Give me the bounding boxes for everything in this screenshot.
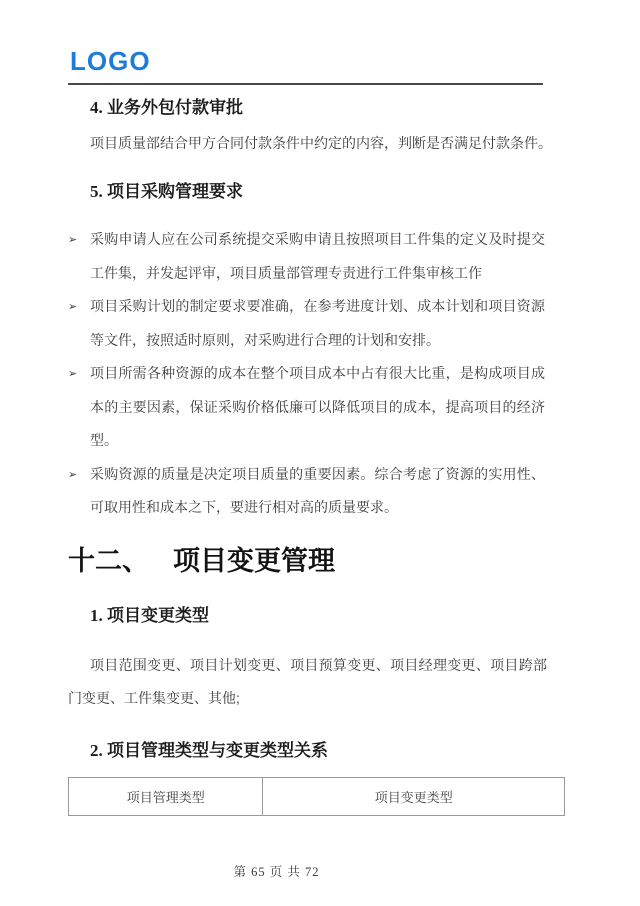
- bullet-text: 项目采购计划的制定要求要准确，在参考进度计划、成本计划和项目资源等文件，按照适时原则，对采购进行合理的计划和安排。: [90, 298, 545, 348]
- list-item: [68, 223, 545, 290]
- header-divider: [68, 83, 543, 85]
- chapter-title: 项目变更管理: [173, 545, 335, 576]
- heading-type-relation: 2. 项目管理类型与变更类型关系: [90, 740, 328, 760]
- heading-payment-approval: 4. 业务外包付款审批: [90, 98, 243, 117]
- bullet-text: 项目所需各种资源的成本在整个项目成本中占有很大比重，是构成项目成本的主要因素，保证采购价格低廉可以降低项目的成本，提高项目的经济型。: [90, 365, 545, 448]
- chapter-heading-change-management: [68, 543, 565, 579]
- page-number-footer: 第 65 页 共 72: [233, 864, 320, 879]
- paragraph-payment-approval: 项目质量部结合甲方合同付款条件中约定的内容，判断是否满足付款条件。: [90, 135, 552, 151]
- relation-table: [68, 777, 565, 816]
- list-item: [68, 458, 545, 525]
- arrow-bullet-icon: ➢: [68, 468, 78, 481]
- chapter-number: 十二、: [68, 545, 149, 576]
- company-logo: LOGO: [70, 46, 151, 76]
- procurement-bullet-list: [68, 223, 565, 525]
- bullet-text: 采购申请人应在公司系统提交采购申请且按照项目工件集的定义及时提交工件集，并发起评审，项目质量部管理专责进行工件集审核工作: [90, 231, 545, 281]
- arrow-bullet-icon: ➢: [68, 368, 78, 380]
- table-header-management-type: 项目管理类型: [69, 777, 263, 815]
- arrow-bullet-icon: ➢: [68, 234, 78, 246]
- bullet-text: 采购资源的质量是决定项目质量的重要因素。综合考虑了资源的实用性、可取用性和成本之下，要进行相对高的质量要求。: [90, 465, 545, 515]
- list-item: [68, 290, 545, 357]
- heading-change-types: 1. 项目变更类型: [90, 605, 209, 625]
- table-header-row: [69, 777, 565, 815]
- paragraph-change-types: 项目范围变更、项目计划变更、项目预算变更、项目经理变更、项目跨部门变更、工件集变更、其他;: [68, 656, 547, 706]
- table-header-change-type: 项目变更类型: [263, 777, 565, 815]
- arrow-bullet-icon: ➢: [68, 301, 78, 313]
- heading-procurement-requirements: 5. 项目采购管理要求: [90, 182, 243, 201]
- list-item: [68, 357, 545, 458]
